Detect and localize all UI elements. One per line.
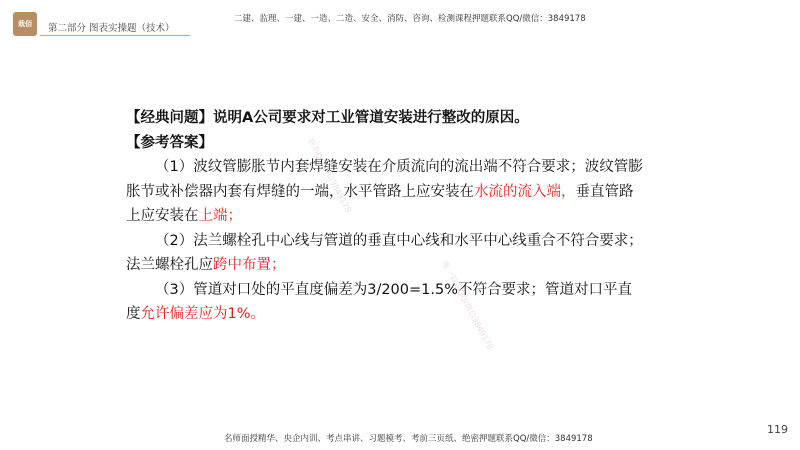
footer-contact-text: 名师面授精华、央企内训、考点串讲、习题模考、考前三页纸、绝密押题联系QQ/微信：3849178 [224, 434, 593, 444]
answer-1-text-a: （1）波纹管膨胀节内套焊缝安装在介质流向的流出端不符合要求；波纹管膨胀节或补偿器内套有焊缝的一端，水平管路上应安装在 [126, 159, 643, 200]
answer-point-3 [126, 278, 646, 327]
answer-3-highlight: 允许偏差应为1%。 [140, 306, 266, 322]
header-divider [40, 35, 190, 36]
answer-1-highlight-a: 水流的流入端， [474, 183, 576, 200]
answer-point-1 [126, 155, 646, 229]
main-content [126, 106, 646, 327]
answer-heading: 【参考答案】 [126, 134, 213, 151]
page-number: 119 [767, 423, 788, 436]
watermark-2: 唯一联系QQ/微信3849178 [440, 259, 495, 352]
logo: 栽佰 [13, 12, 37, 36]
answer-2-text: （2）法兰螺栓孔中心线与管道的垂直中心线和水平中心线重合不符合要求；法兰螺栓孔应 [126, 232, 643, 273]
answer-point-2 [126, 229, 646, 278]
answer-3-text: （3）管道对口处的平直度偏差为3/200=1.5%不符合要求；管道对口平直度 [126, 281, 632, 322]
answer-2-highlight: 跨中布置； [213, 257, 286, 273]
answer-1-highlight-b: 上端； [198, 208, 242, 224]
question-text: 【经典问题】说明A公司要求对工业管道安装进行整改的原因。 [126, 110, 529, 126]
section-title: 第二部分 图表实操题（技术） [48, 23, 175, 34]
header-contact-text: 二建、监理、一建、一造、二造、安全、消防、咨询、检测课程押题联系QQ/微信：3849178 [234, 14, 586, 24]
watermark-1: 联系QQ/微信3849178 [306, 136, 353, 215]
answer-1-text-b: 垂直管路上应安装在 [126, 183, 634, 224]
